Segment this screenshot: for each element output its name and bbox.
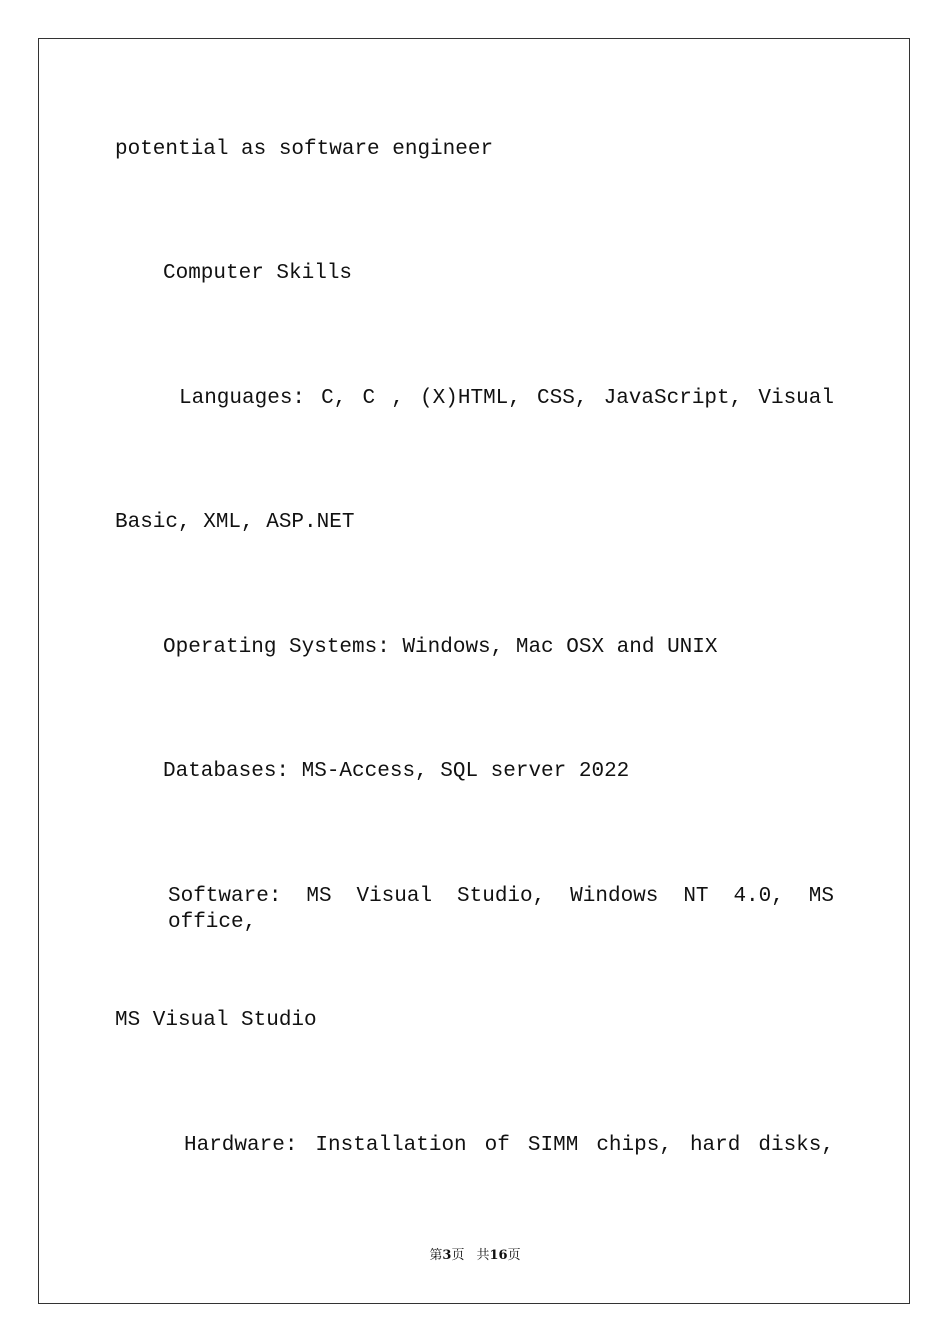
text-line-languages-cont: Basic, XML, ASP.NET	[115, 511, 355, 534]
footer-total-prefix: 共	[476, 1248, 490, 1263]
footer-page-suffix: 页	[451, 1248, 465, 1263]
text-line-software: Software: MS Visual Studio, Windows NT 4.0, MS office,	[168, 885, 834, 934]
page-footer	[0, 1247, 950, 1265]
text-line-hardware: Hardware: Installation of SIMM chips, hard disks,	[184, 1134, 834, 1157]
text-line-software-cont: MS Visual Studio	[115, 1009, 317, 1032]
text-line-databases: Databases: MS-Access, SQL server 2022	[163, 760, 630, 783]
section-heading-computer-skills: Computer Skills	[163, 262, 353, 285]
footer-page-prefix: 第	[429, 1248, 443, 1263]
footer-total-suffix: 页	[507, 1248, 521, 1263]
page-frame	[38, 38, 910, 1304]
text-line-potential: potential as software engineer	[115, 138, 494, 161]
text-line-languages: Languages: C, C , (X)HTML, CSS, JavaScript, Visual	[179, 387, 834, 410]
footer-page-number: 3	[442, 1248, 452, 1263]
text-line-operating-systems: Operating Systems: Windows, Mac OSX and UNIX	[163, 636, 718, 659]
footer-total-number: 16	[489, 1248, 508, 1263]
